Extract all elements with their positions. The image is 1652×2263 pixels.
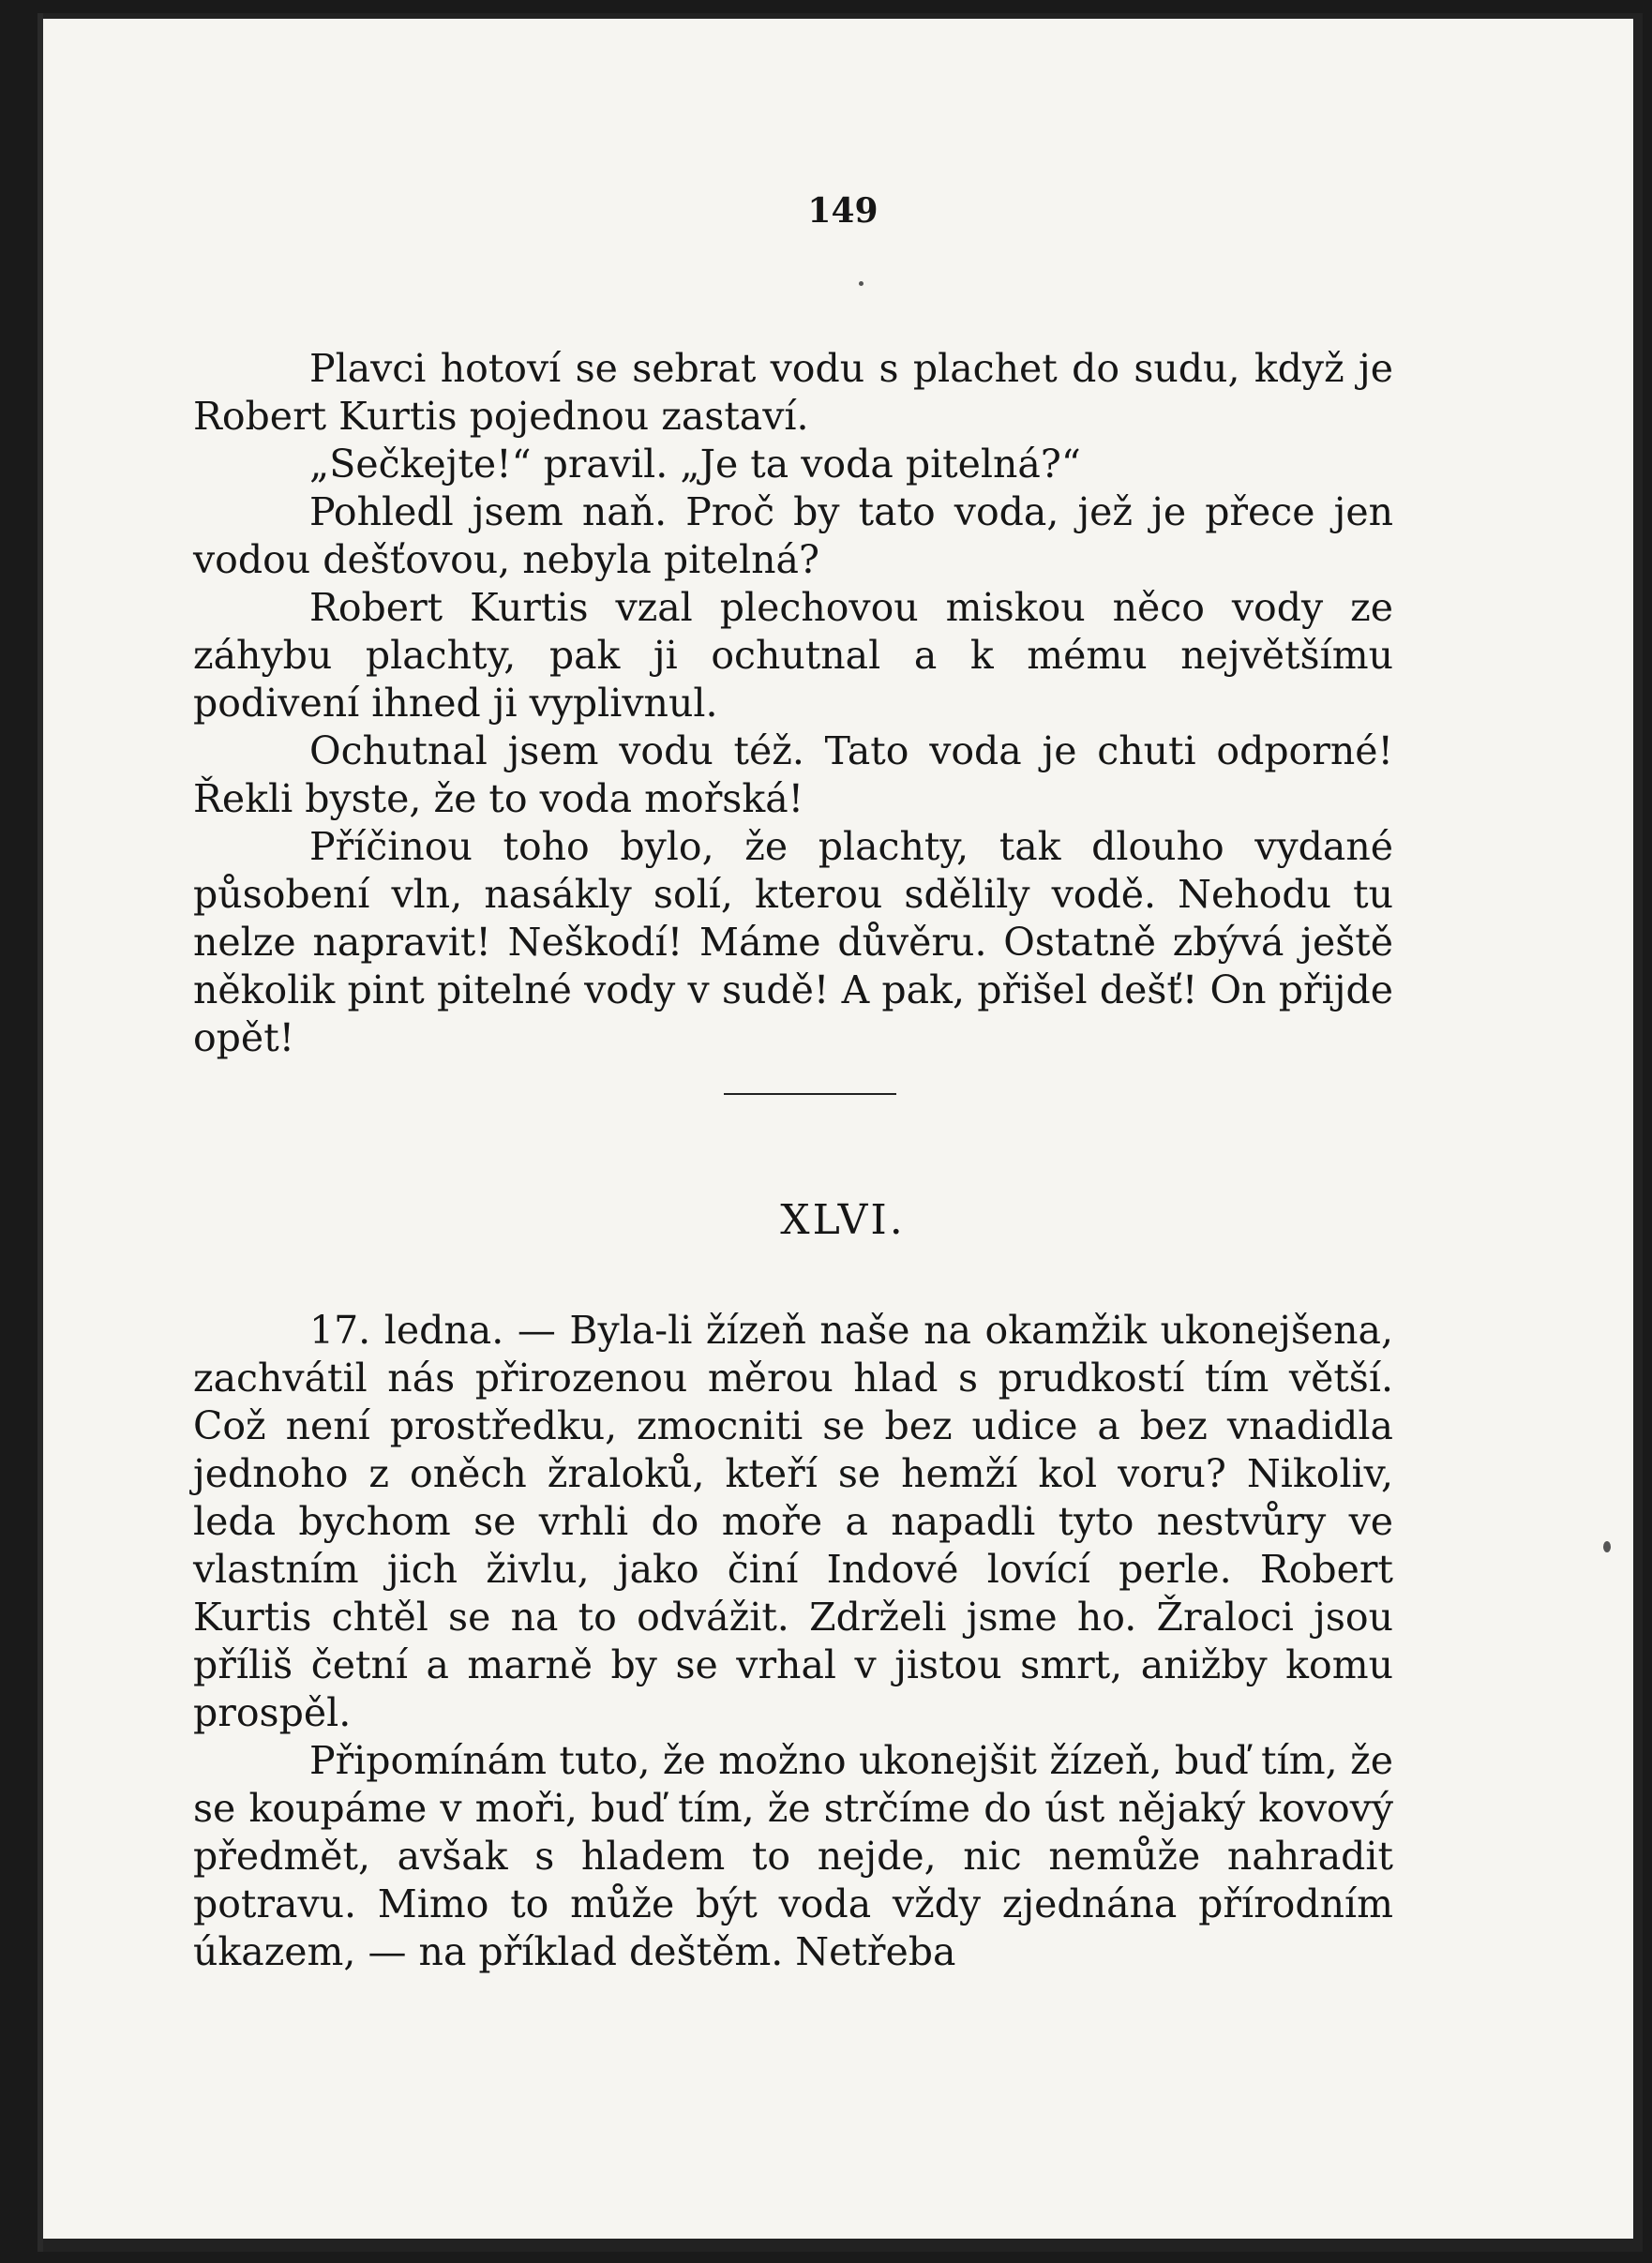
scan-edge-top	[43, 13, 1643, 19]
paragraph: „Sečkejte!“ pravil. „Je ta voda pitelná?“	[309, 442, 1081, 487]
scan-edge-bottom	[43, 2239, 1643, 2252]
paragraph: Připomínám tuto, že možno ukonejšit žízeň, buď tím, že se koupáme v moři, buď tím, že strčíme do úst nějaký kovový předmět, avšak s hladem to nejde, nic nemůže nahradit potravu. Mimo to může být voda vždy zjednána přírodním úkazem, — na příklad deštěm. Netřeba	[193, 1738, 1393, 1974]
scan-edge-right	[1633, 13, 1643, 2252]
paragraph: Robert Kurtis vzal plechovou miskou něco vody ze záhybu plachty, pak ji ochutnal a k mému největšímu podivení ihned ji vyplivnul.	[193, 585, 1393, 726]
paragraph: Ochutnal jsem vodu též. Tato voda je chuti odporné! Řekli byste, že to voda mořská!	[193, 728, 1393, 821]
paragraph: 17. ledna. — Byla-li žízeň naše na okamžik ukonejšena, zachvátil nás přirozenou měrou hlad s prudkostí tím větší. Což není prostředku, zmocniti se bez udice a bez vnadidla jednoho z oněch žraloků, kteří se hemží kol voru? Nikoliv, leda bychom se vrhli do moře a napadli tyto nestvůry ve vlastním jich živlu, jako činí Indové lovící perle. Robert Kurtis chtěl se na to odvážit. Zdrželi jsme ho. Žraloci jsou příliš četní a marně by se vrhal v jistou smrt, anižby komu prospěl.	[193, 1308, 1393, 1735]
paragraph: Příčinou toho bylo, že plachty, tak dlouho vydané působení vln, nasákly solí, kterou sdělily vodě. Nehodu tu nelze napravit! Neškodí! Máme důvěru. Ostatně zbývá ještě několik pint pitelné vody v sudě! A pak, přišel dešť! On přijde opět!	[193, 824, 1393, 1060]
scan-speck	[859, 281, 864, 286]
scan-speck	[1603, 1541, 1611, 1552]
paragraph: Pohledl jsem naň. Proč by tato voda, jež je přece jen vodou dešťovou, nebyla pitelná?	[193, 489, 1393, 582]
section-one	[193, 345, 1393, 1062]
section-two	[193, 1307, 1393, 1976]
section-divider	[724, 1093, 896, 1095]
chapter-heading: XLVI.	[780, 1196, 906, 1244]
page-number: 149	[807, 191, 879, 231]
book-page	[38, 13, 1643, 2252]
paragraph: Plavci hotoví se sebrat vodu s plachet do sudu, když je Robert Kurtis pojednou zastaví.	[193, 346, 1393, 439]
